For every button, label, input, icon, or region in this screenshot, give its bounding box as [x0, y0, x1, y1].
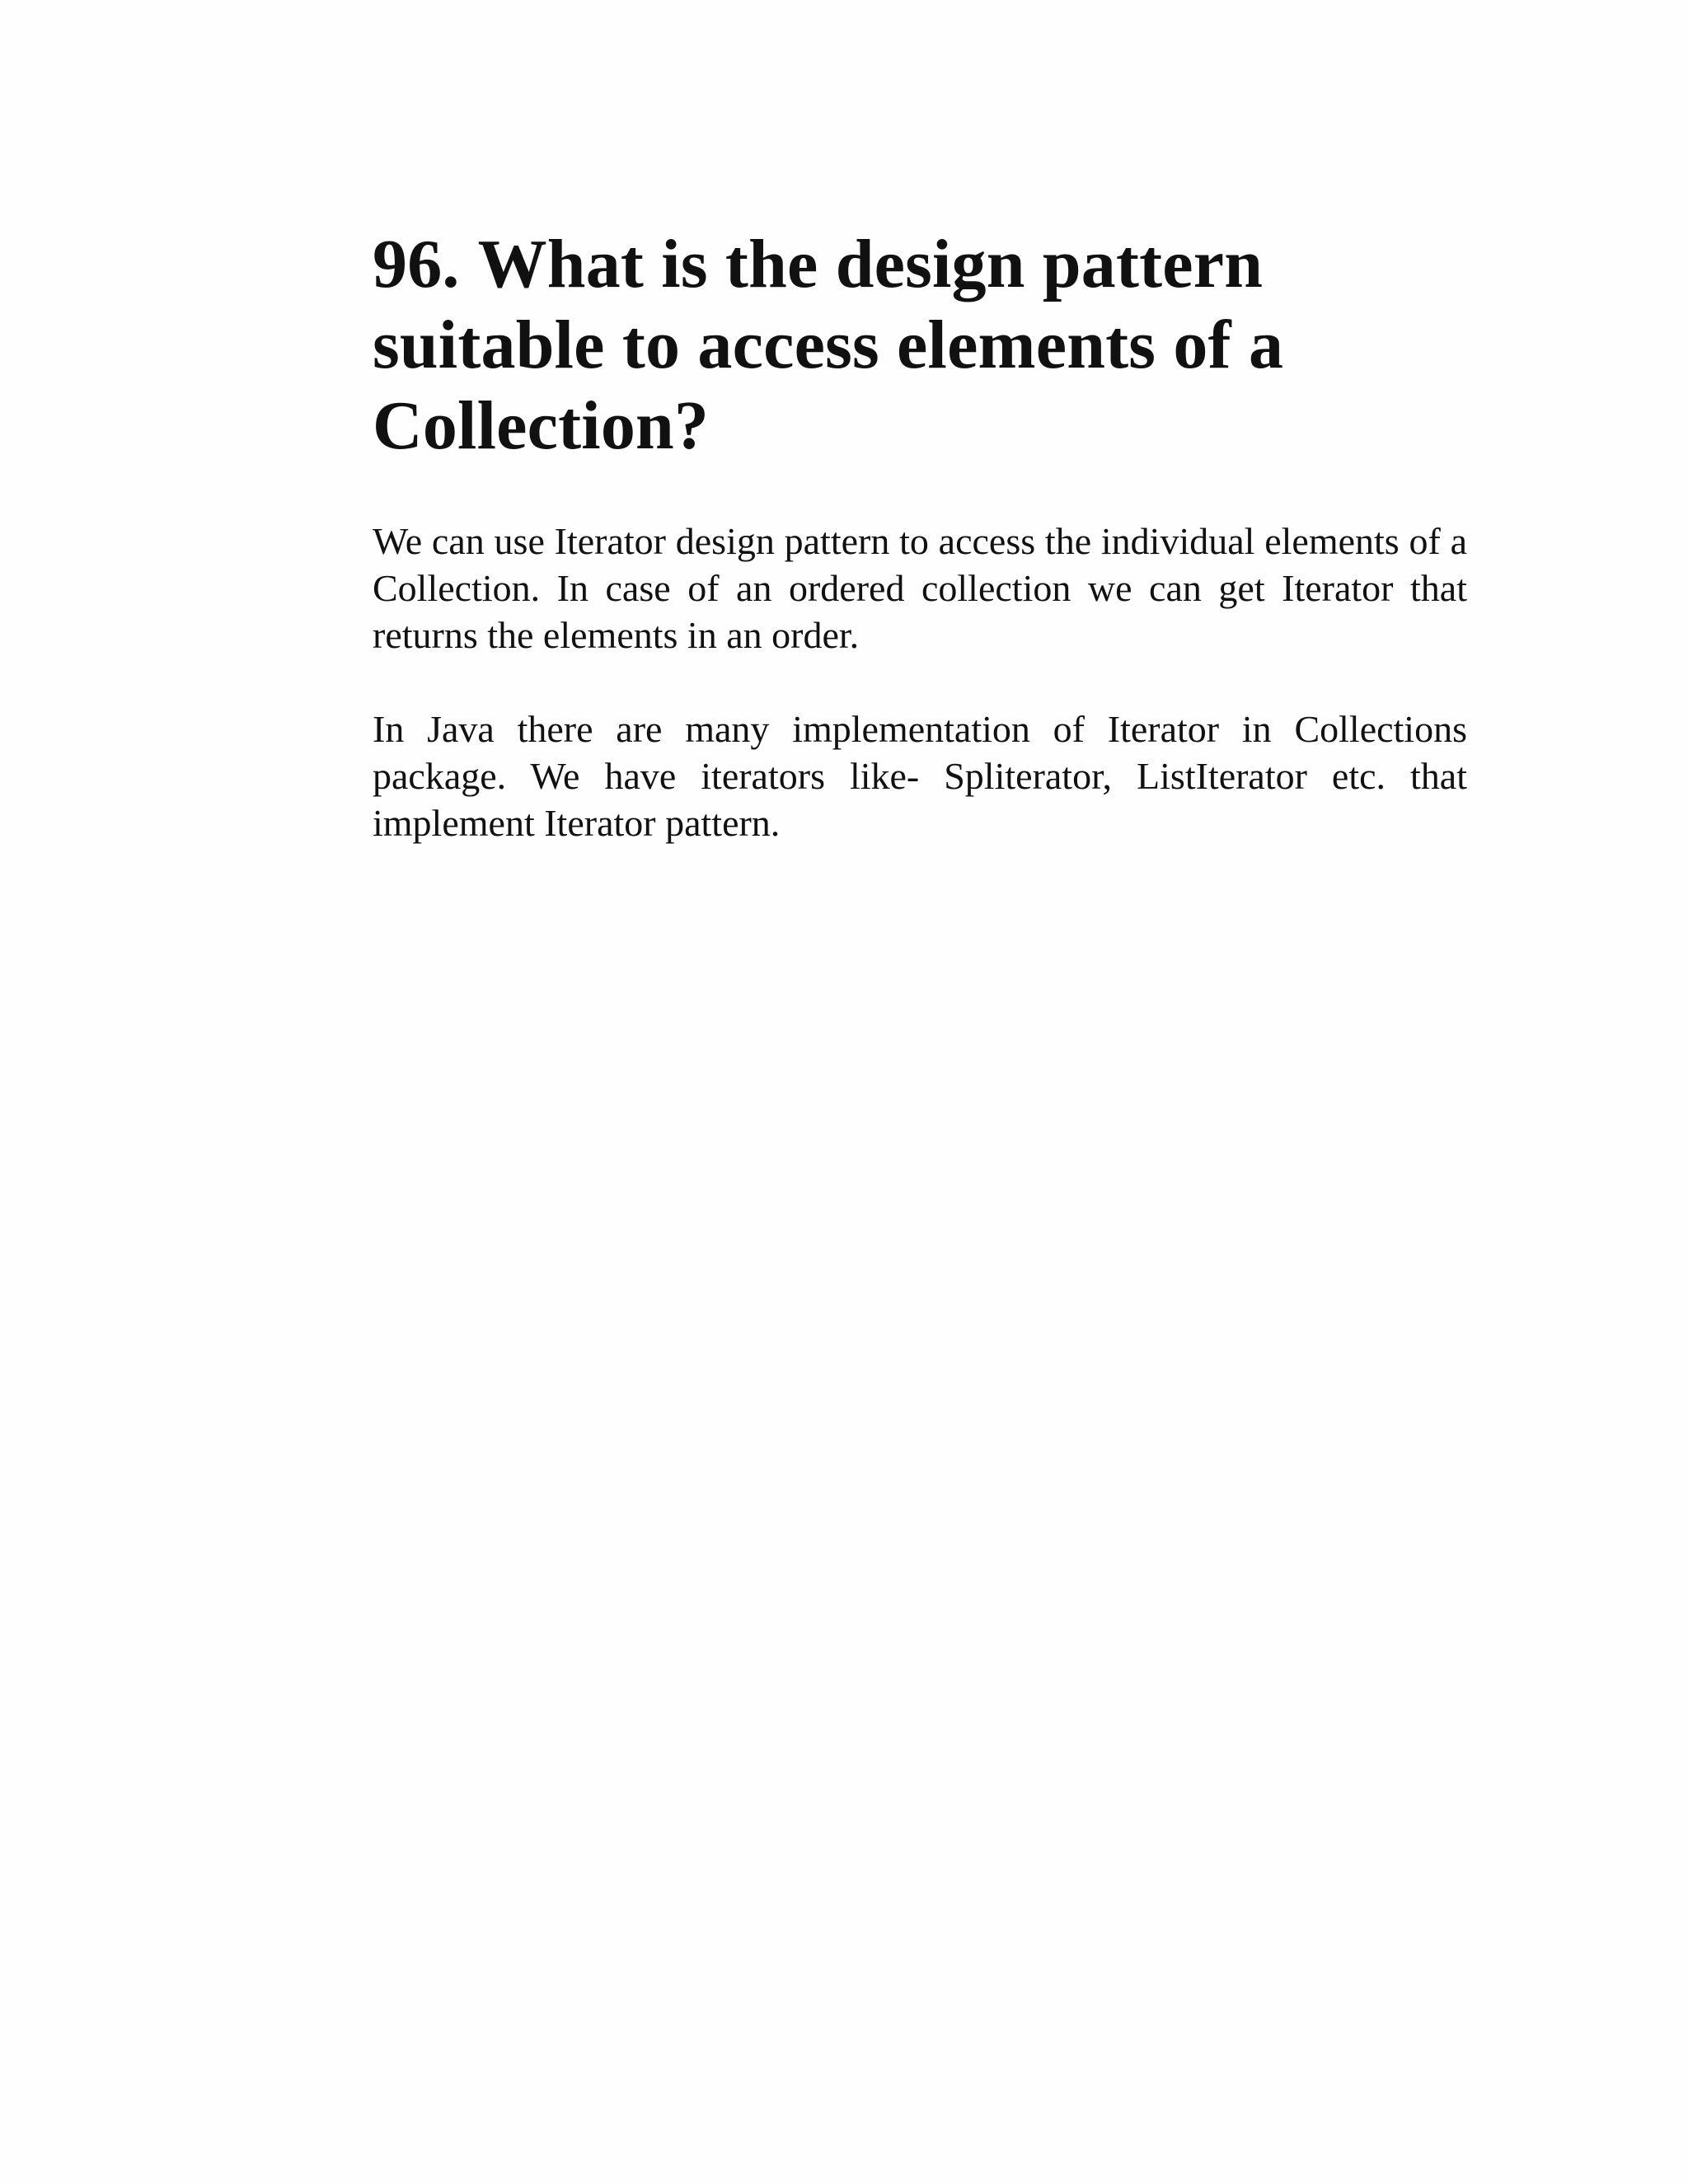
question-title: What is the design pattern suitable to access elements of a Collection? [373, 226, 1284, 464]
document-content [373, 224, 1467, 846]
answer-paragraph-1: We can use Iterator design pattern to access the individual elements of a Collection. In case of an ordered collection we can get Iterator that returns the elements in an order. [373, 520, 1467, 656]
answer-paragraph-2: In Java there are many implementation of Iterator in Collections package. We have iterators like- Spliterator, ListIterator etc. that implement Iterator pattern. [373, 708, 1467, 844]
question-heading [373, 224, 1467, 466]
question-number: 96. [373, 226, 460, 302]
